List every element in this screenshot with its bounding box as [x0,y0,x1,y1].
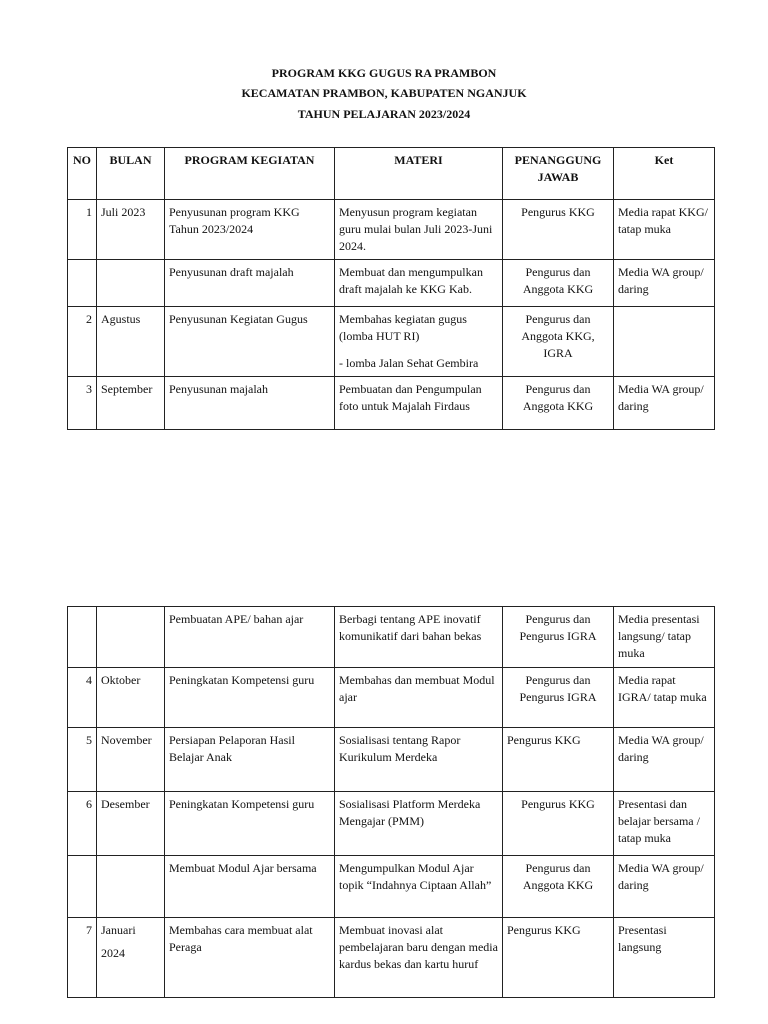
cell-materi: Membuat dan mengumpulkan draft majalah ke KKG Kab. [335,260,503,307]
cell-materi: Mengumpulkan Modul Ajar topik “Indahnya Ciptaan Allah” [335,856,503,918]
cell-materi: Pembuatan dan Pengumpulan foto untuk Majalah Firdaus [335,377,503,430]
table-row [68,377,715,430]
cell-bulan [97,918,165,998]
cell-program: Penyusunan Kegiatan Gugus [165,307,335,377]
cell-bulan [97,607,165,668]
cell-ket: Media WA group/ daring [614,260,715,307]
cell-ket: Media presentasi langsung/ tatap muka [614,607,715,668]
document-subtitle-location: KECAMATAN PRAMBON, KABUPATEN NGANJUK [241,86,527,100]
cell-program: Penyusunan draft majalah [165,260,335,307]
cell-materi-extra: - lomba Jalan Sehat Gembira [339,356,479,370]
cell-program: Peningkatan Kompetensi guru [165,792,335,856]
cell-materi [335,307,503,377]
table-row [68,607,715,668]
cell-materi: Menyusun program kegiatan guru mulai bulan Juli 2023-Juni 2024. [335,200,503,260]
cell-materi-text: Membahas kegiatan gugus (lomba HUT RI) [339,312,467,343]
cell-ket: Presentasi langsung [614,918,715,998]
cell-pj: Pengurus KKG [503,792,614,856]
cell-bulan: Juli 2023 [97,200,165,260]
cell-bulan [97,856,165,918]
cell-no: 3 [68,377,97,430]
header-pj-line2: JAWAB [537,170,579,184]
table-row [68,918,715,998]
cell-program: Membuat Modul Ajar bersama [165,856,335,918]
table-row [68,307,715,377]
header-no: NO [68,148,97,200]
cell-ket [614,307,715,377]
cell-ket: Media rapat IGRA/ tatap muka [614,668,715,728]
cell-bulan: Desember [97,792,165,856]
cell-bulan: November [97,728,165,792]
table-row [68,260,715,307]
cell-no: 2 [68,307,97,377]
cell-ket: Presentasi dan belajar bersama / tatap muka [614,792,715,856]
header-ket: Ket [614,148,715,200]
cell-no [68,260,97,307]
cell-pj: Pengurus dan Pengurus IGRA [503,668,614,728]
cell-bulan: Agustus [97,307,165,377]
cell-pj: Pengurus dan Anggota KKG [503,856,614,918]
cell-materi: Berbagi tentang APE inovatif komunikatif dari bahan bekas [335,607,503,668]
cell-no: 5 [68,728,97,792]
cell-materi: Membuat inovasi alat pembelajaran baru dengan media kardus bekas dan kartu huruf [335,918,503,998]
document-title: PROGRAM KKG GUGUS RA PRAMBON [271,66,497,80]
cell-no: 1 [68,200,97,260]
cell-pj: Pengurus KKG [503,200,614,260]
cell-no: 7 [68,918,97,998]
program-table-page2 [67,606,715,998]
table-row [68,728,715,792]
cell-bulan: Oktober [97,668,165,728]
cell-bulan-year: 2024 [101,946,125,960]
cell-pj: Pengurus dan Anggota KKG [503,260,614,307]
cell-materi: Sosialisasi tentang Rapor Kurikulum Merdeka [335,728,503,792]
cell-program: Persiapan Pelaporan Hasil Belajar Anak [165,728,335,792]
cell-no [68,856,97,918]
program-table-page1 [67,147,715,430]
cell-ket: Media rapat KKG/ tatap muka [614,200,715,260]
header-program: PROGRAM KEGIATAN [165,148,335,200]
cell-pj: Pengurus dan Pengurus IGRA [503,607,614,668]
cell-pj: Pengurus dan Anggota KKG, IGRA [503,307,614,377]
cell-no [68,607,97,668]
header-pj-line1: PENANGGUNG [514,153,602,167]
cell-pj: Pengurus dan Anggota KKG [503,377,614,430]
cell-pj: Pengurus KKG [503,918,614,998]
cell-program: Peningkatan Kompetensi guru [165,668,335,728]
cell-program: Membahas cara membuat alat Peraga [165,918,335,998]
cell-bulan [97,260,165,307]
document-subtitle-year: TAHUN PELAJARAN 2023/2024 [297,107,471,121]
header-bulan: BULAN [97,148,165,200]
header-penanggung-jawab [503,148,614,200]
cell-bulan-text: Januari [101,923,136,937]
table-row [68,792,715,856]
cell-no: 6 [68,792,97,856]
table-row [68,200,715,260]
header-materi: MATERI [335,148,503,200]
cell-no: 4 [68,668,97,728]
table-row [68,856,715,918]
table-row [68,668,715,728]
cell-materi: Sosialisasi Platform Merdeka Mengajar (PMM) [335,792,503,856]
cell-ket: Media WA group/ daring [614,856,715,918]
cell-ket: Media WA group/ daring [614,377,715,430]
cell-materi: Membahas dan membuat Modul ajar [335,668,503,728]
cell-pj: Pengurus KKG [503,728,614,792]
cell-program: Pembuatan APE/ bahan ajar [165,607,335,668]
table-header-row [68,148,715,200]
cell-program: Penyusunan majalah [165,377,335,430]
cell-program: Penyusunan program KKG Tahun 2023/2024 [165,200,335,260]
cell-bulan: September [97,377,165,430]
cell-ket: Media WA group/ daring [614,728,715,792]
